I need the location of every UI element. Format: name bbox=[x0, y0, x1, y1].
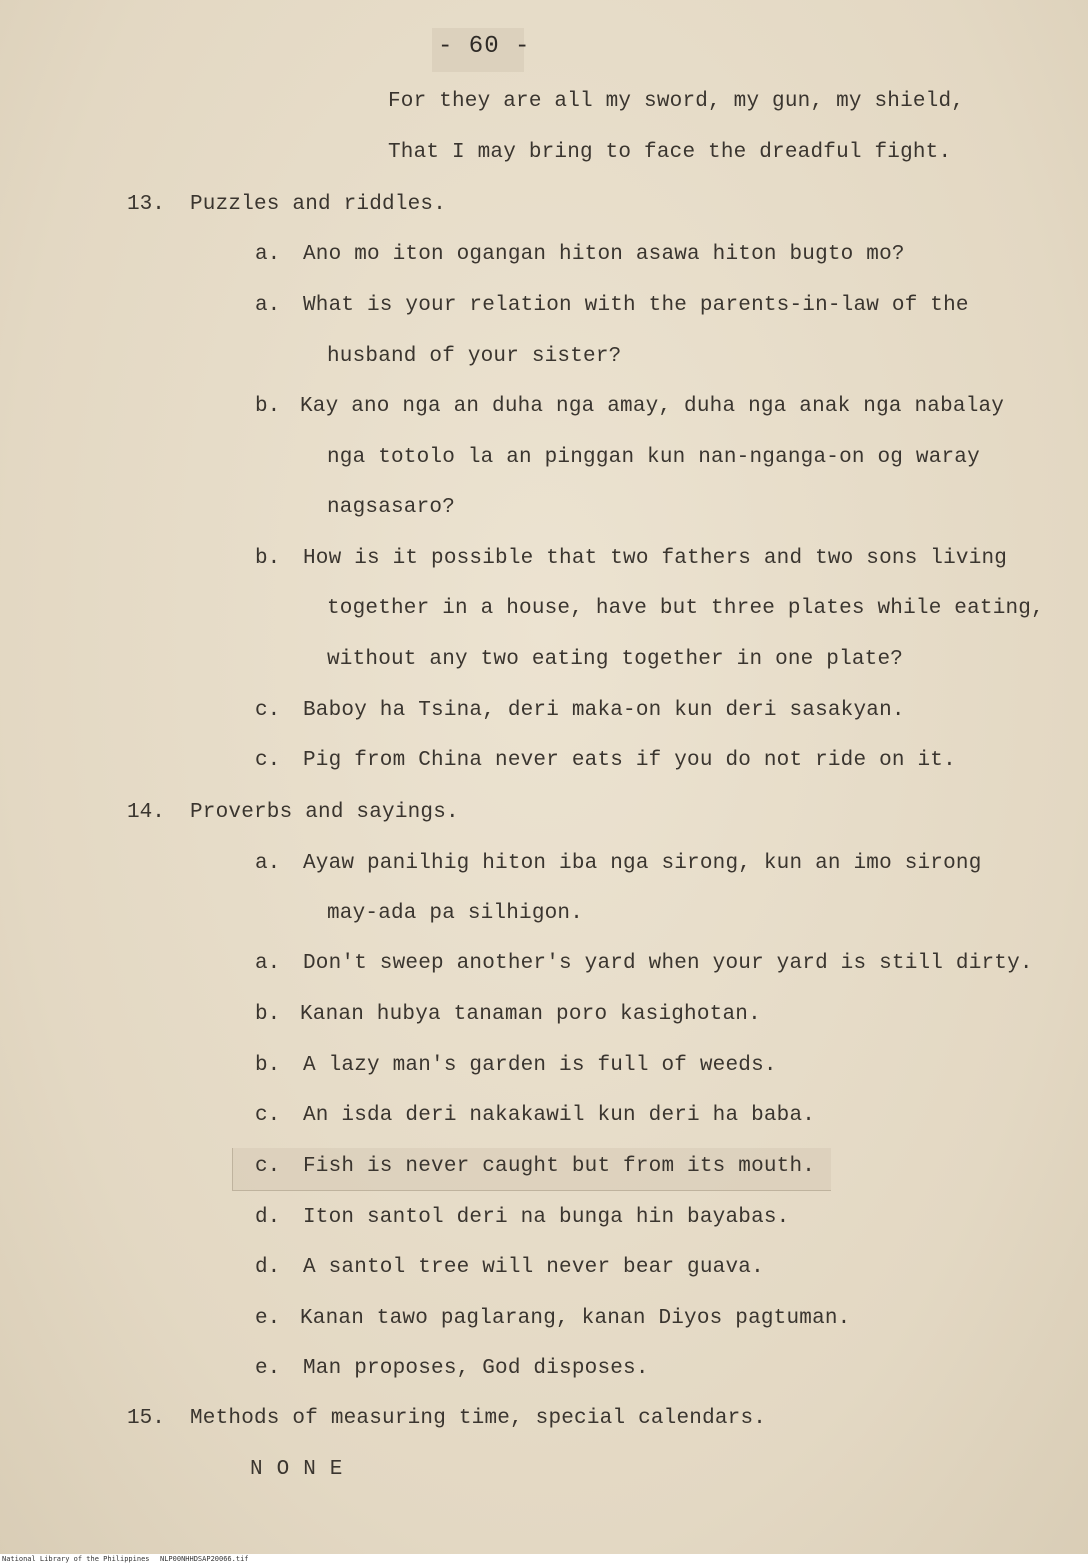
section-15-title: Methods of measuring time, special calendars. bbox=[190, 1407, 767, 1430]
item-label: b. bbox=[255, 1003, 281, 1026]
item-label: e. bbox=[255, 1307, 281, 1330]
item-text: Kanan tawo paglarang, kanan Diyos pagtuman. bbox=[300, 1307, 851, 1330]
item-label: c. bbox=[255, 699, 281, 722]
item-text-continued: together in a house, have but three plates while eating, bbox=[327, 597, 1044, 620]
item-label: a. bbox=[255, 852, 281, 875]
scan-footer bbox=[0, 1554, 1088, 1564]
item-text: How is it possible that two fathers and two sons living bbox=[303, 547, 1008, 570]
footer-filename: NLP00NHHDSAP20066.tif bbox=[160, 1555, 249, 1563]
item-label: b. bbox=[255, 395, 281, 418]
item-text: Ayaw panilhig hiton iba nga sirong, kun an imo sirong bbox=[303, 852, 982, 875]
item-text-continued: nagsasaro? bbox=[327, 496, 456, 519]
section-15-body: NONE bbox=[250, 1458, 357, 1481]
footer-source: National Library of the Philippines bbox=[2, 1555, 150, 1563]
item-label: c. bbox=[255, 1104, 281, 1127]
section-13-title: Puzzles and riddles. bbox=[190, 193, 447, 216]
item-text: Kay ano nga an duha nga amay, duha nga anak nga nabalay bbox=[300, 395, 1005, 418]
item-text: An isda deri nakakawil kun deri ha baba. bbox=[303, 1104, 816, 1127]
section-14-title: Proverbs and sayings. bbox=[190, 801, 459, 824]
item-text: A santol tree will never bear guava. bbox=[303, 1256, 764, 1279]
item-text: A lazy man's garden is full of weeds. bbox=[303, 1054, 777, 1077]
item-label: b. bbox=[255, 547, 281, 570]
item-text: Kanan hubya tanaman poro kasighotan. bbox=[300, 1003, 761, 1026]
item-text: Don't sweep another's yard when your yard is still dirty. bbox=[303, 952, 1033, 975]
section-13-number: 13. bbox=[127, 193, 165, 216]
item-label: a. bbox=[255, 952, 281, 975]
item-label: e. bbox=[255, 1357, 281, 1380]
section-15-number: 15. bbox=[127, 1407, 165, 1430]
item-label: d. bbox=[255, 1256, 281, 1279]
item-label: c. bbox=[255, 1155, 281, 1178]
item-label: a. bbox=[255, 294, 281, 317]
item-label: a. bbox=[255, 243, 281, 266]
poem-line-1: For they are all my sword, my gun, my shield, bbox=[388, 90, 965, 113]
item-text-continued: may-ada pa silhigon. bbox=[327, 902, 584, 925]
poem-line-2: That I may bring to face the dreadful fight. bbox=[388, 141, 952, 164]
item-label: c. bbox=[255, 749, 281, 772]
item-label: d. bbox=[255, 1206, 281, 1229]
item-text-continued: husband of your sister? bbox=[327, 345, 622, 368]
item-text: Man proposes, God disposes. bbox=[303, 1357, 649, 1380]
item-text: Ano mo iton ogangan hiton asawa hiton bugto mo? bbox=[303, 243, 905, 266]
item-text: Iton santol deri na bunga hin bayabas. bbox=[303, 1206, 790, 1229]
item-text-continued: nga totolo la an pinggan kun nan-nganga-on og waray bbox=[327, 446, 980, 469]
section-14-number: 14. bbox=[127, 801, 165, 824]
item-text-continued: without any two eating together in one plate? bbox=[327, 648, 904, 671]
item-text: What is your relation with the parents-in-law of the bbox=[303, 294, 969, 317]
item-label: b. bbox=[255, 1054, 281, 1077]
page-number: - 60 - bbox=[438, 33, 531, 60]
item-text: Baboy ha Tsina, deri maka-on kun deri sasakyan. bbox=[303, 699, 905, 722]
item-text: Pig from China never eats if you do not ride on it. bbox=[303, 749, 956, 772]
item-text: Fish is never caught but from its mouth. bbox=[303, 1155, 816, 1178]
